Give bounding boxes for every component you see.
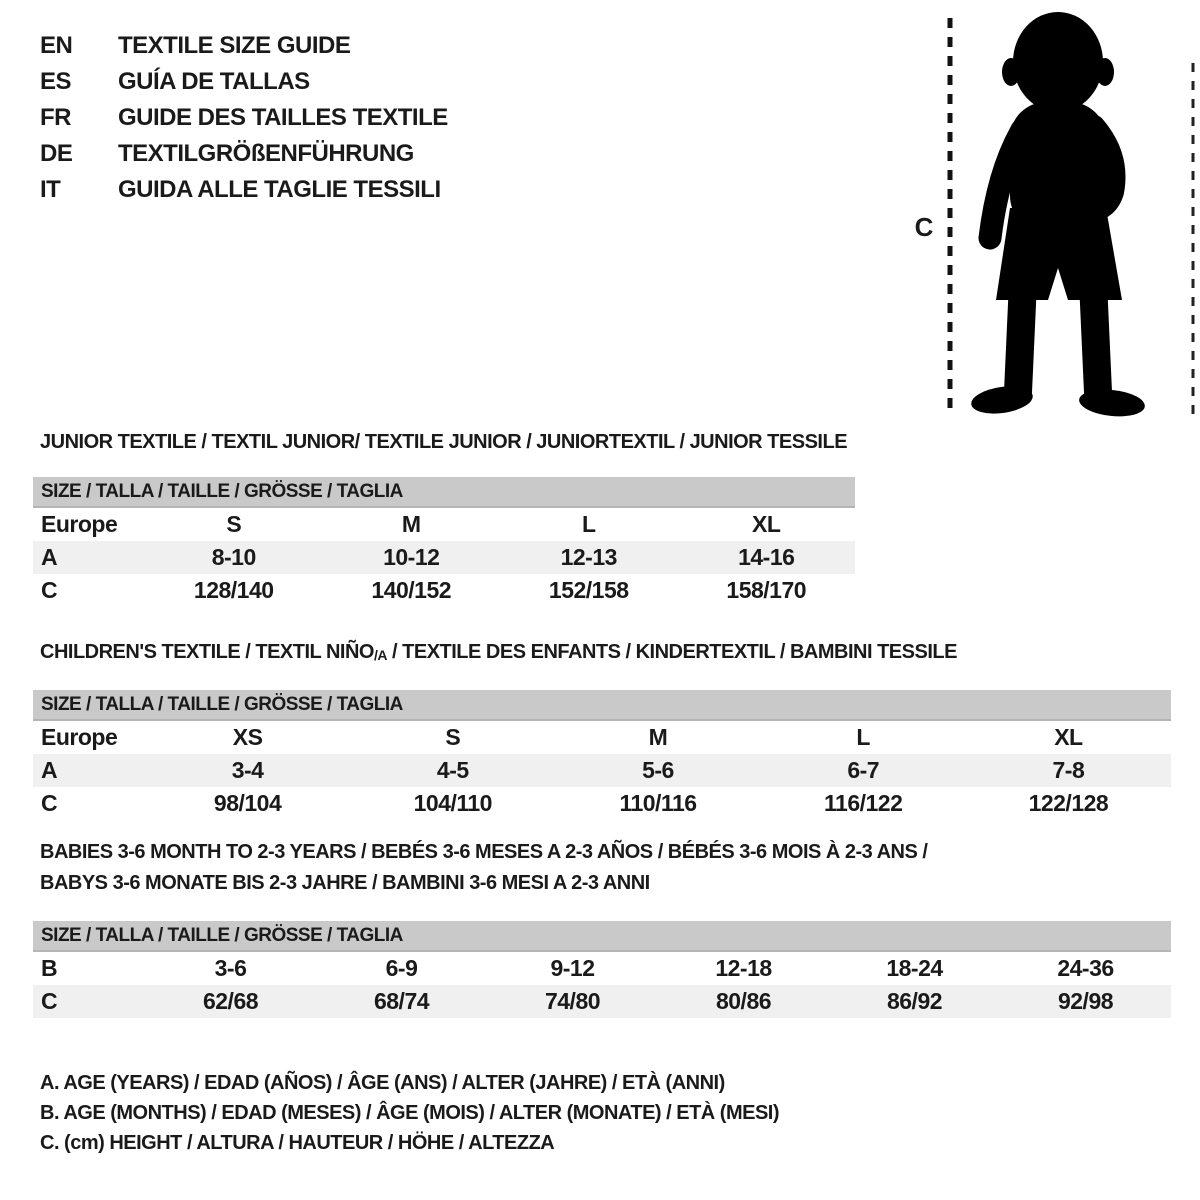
- babies-textile-section: [33, 837, 1171, 1018]
- row-label-height-cm: C: [33, 985, 145, 1018]
- height-cm-value: 110/116: [619, 790, 697, 816]
- language-code: DE: [40, 140, 73, 167]
- baby-silhouette: [900, 8, 1200, 423]
- children-title-text: / TEXTILE DES ENFANTS / KINDERTEXTIL / BAMBINI TESSILE: [386, 641, 957, 663]
- junior-size-table: [33, 508, 855, 607]
- language-code: FR: [40, 104, 71, 131]
- size-header-bar: SIZE / TALLA / TAILLE / GRÖSSE / TAGLIA: [33, 690, 1171, 721]
- size-column-header: S: [226, 511, 242, 537]
- language-title: TEXTILE SIZE GUIDE: [118, 32, 351, 59]
- height-cm-value: 98/104: [213, 790, 282, 816]
- size-column-header: XL: [1054, 724, 1083, 750]
- babies-section-title-line2: BABYS 3-6 MONATE BIS 2-3 JAHRE / BAMBINI 3-6 MESI A 2-3 ANNI: [40, 872, 650, 894]
- height-cm-value: 92/98: [1000, 985, 1171, 1018]
- height-cm-value: 122/128: [1028, 790, 1109, 816]
- language-row: [40, 100, 448, 136]
- children-section-title: [33, 641, 1171, 666]
- language-code: ES: [40, 68, 72, 95]
- children-title-text: CHILDREN'S TEXTILE / TEXTIL NIÑO: [40, 641, 374, 663]
- language-row: [40, 64, 448, 100]
- footnote-age-months: B. AGE (MONTHS) / EDAD (MESES) / ÂGE (MOIS) / ALTER (MONATE) / ETÀ (MESI): [40, 1102, 780, 1124]
- babies-size-table: [33, 952, 1171, 1018]
- height-cm-value: 152/158: [548, 577, 629, 603]
- age-years-value: 3-4: [145, 754, 350, 787]
- size-header-bar: SIZE / TALLA / TAILLE / GRÖSSE / TAGLIA: [33, 477, 855, 508]
- height-cm-value: 74/80: [487, 985, 658, 1018]
- size-column-header: L: [581, 511, 596, 537]
- height-cm-value: 86/92: [829, 985, 1000, 1018]
- language-title: GUÍA DE TALLAS: [118, 68, 310, 95]
- height-measure-label: C: [914, 212, 934, 242]
- children-title-sub: /A: [373, 647, 387, 663]
- language-title: TEXTILGRÖßENFÜHRUNG: [118, 140, 414, 167]
- junior-section-title: JUNIOR TEXTILE / TEXTIL JUNIOR/ TEXTILE JUNIOR / JUNIORTEXTIL / JUNIOR TESSILE: [40, 431, 848, 453]
- height-cm-value: 116/122: [824, 790, 903, 816]
- babies-section-title-line1: BABIES 3-6 MONTH TO 2-3 YEARS / BEBÉS 3-6 MESES A 2-3 AÑOS / BÉBÉS 3-6 MOIS À 2-3 ANS /: [40, 841, 928, 863]
- height-cm-value: 68/74: [316, 985, 487, 1018]
- size-column-header: S: [445, 724, 461, 750]
- age-years-value: 12-13: [500, 541, 678, 574]
- age-years-value: 5-6: [555, 754, 760, 787]
- row-label-height-cm: C: [41, 790, 58, 816]
- language-row: [40, 28, 448, 64]
- age-years-value: 4-5: [350, 754, 555, 787]
- language-title: GUIDA ALLE TAGLIE TESSILI: [118, 176, 441, 203]
- row-label-age-years: A: [33, 754, 145, 787]
- row-label-height-cm: C: [41, 577, 58, 603]
- language-row: [40, 172, 448, 208]
- footnote-height-cm: C. (cm) HEIGHT / ALTURA / HAUTEUR / HÖHE / ALTEZZA: [40, 1132, 555, 1154]
- toddler-figure-icon: [969, 12, 1146, 419]
- height-cm-value: 80/86: [658, 985, 829, 1018]
- age-months-value: 6-9: [385, 955, 418, 981]
- size-column-header: XL: [752, 511, 781, 537]
- language-title: GUIDE DES TAILLES TEXTILE: [118, 104, 448, 131]
- size-column-header: L: [856, 724, 870, 750]
- height-cm-value: 104/110: [413, 790, 492, 816]
- region-label-cell: Europe: [41, 724, 118, 750]
- junior-textile-section: [33, 431, 855, 607]
- age-years-value: 6-7: [761, 754, 966, 787]
- age-months-value: 3-6: [214, 955, 247, 981]
- row-label-age-months: B: [41, 955, 58, 981]
- row-label-age-years: A: [33, 541, 145, 574]
- age-months-value: 12-18: [715, 955, 772, 981]
- height-cm-value: 128/140: [193, 577, 274, 603]
- size-column-header: M: [648, 724, 668, 750]
- language-row: [40, 136, 448, 172]
- height-cm-value: 158/170: [726, 577, 807, 603]
- language-code: IT: [40, 176, 61, 203]
- size-column-header: M: [401, 511, 421, 537]
- language-code: EN: [40, 32, 73, 59]
- region-label-cell: Europe: [41, 511, 118, 537]
- age-months-value: 9-12: [550, 955, 595, 981]
- age-years-value: 14-16: [678, 541, 856, 574]
- height-cm-value: 140/152: [371, 577, 452, 603]
- size-column-header: XS: [232, 724, 263, 750]
- children-size-table: [33, 721, 1171, 820]
- footnote-age-years: A. AGE (YEARS) / EDAD (AÑOS) / ÂGE (ANS) / ALTER (JAHRE) / ETÀ (ANNI): [40, 1072, 725, 1094]
- age-years-value: 10-12: [323, 541, 501, 574]
- height-cm-value: 62/68: [145, 985, 316, 1018]
- children-textile-section: [33, 641, 1171, 820]
- age-months-value: 18-24: [886, 955, 943, 981]
- age-months-value: 24-36: [1057, 955, 1114, 981]
- size-header-bar: SIZE / TALLA / TAILLE / GRÖSSE / TAGLIA: [33, 921, 1171, 952]
- legend-footnotes: [40, 1068, 779, 1158]
- language-list: [40, 28, 448, 208]
- age-years-value: 7-8: [966, 754, 1171, 787]
- age-years-value: 8-10: [145, 541, 323, 574]
